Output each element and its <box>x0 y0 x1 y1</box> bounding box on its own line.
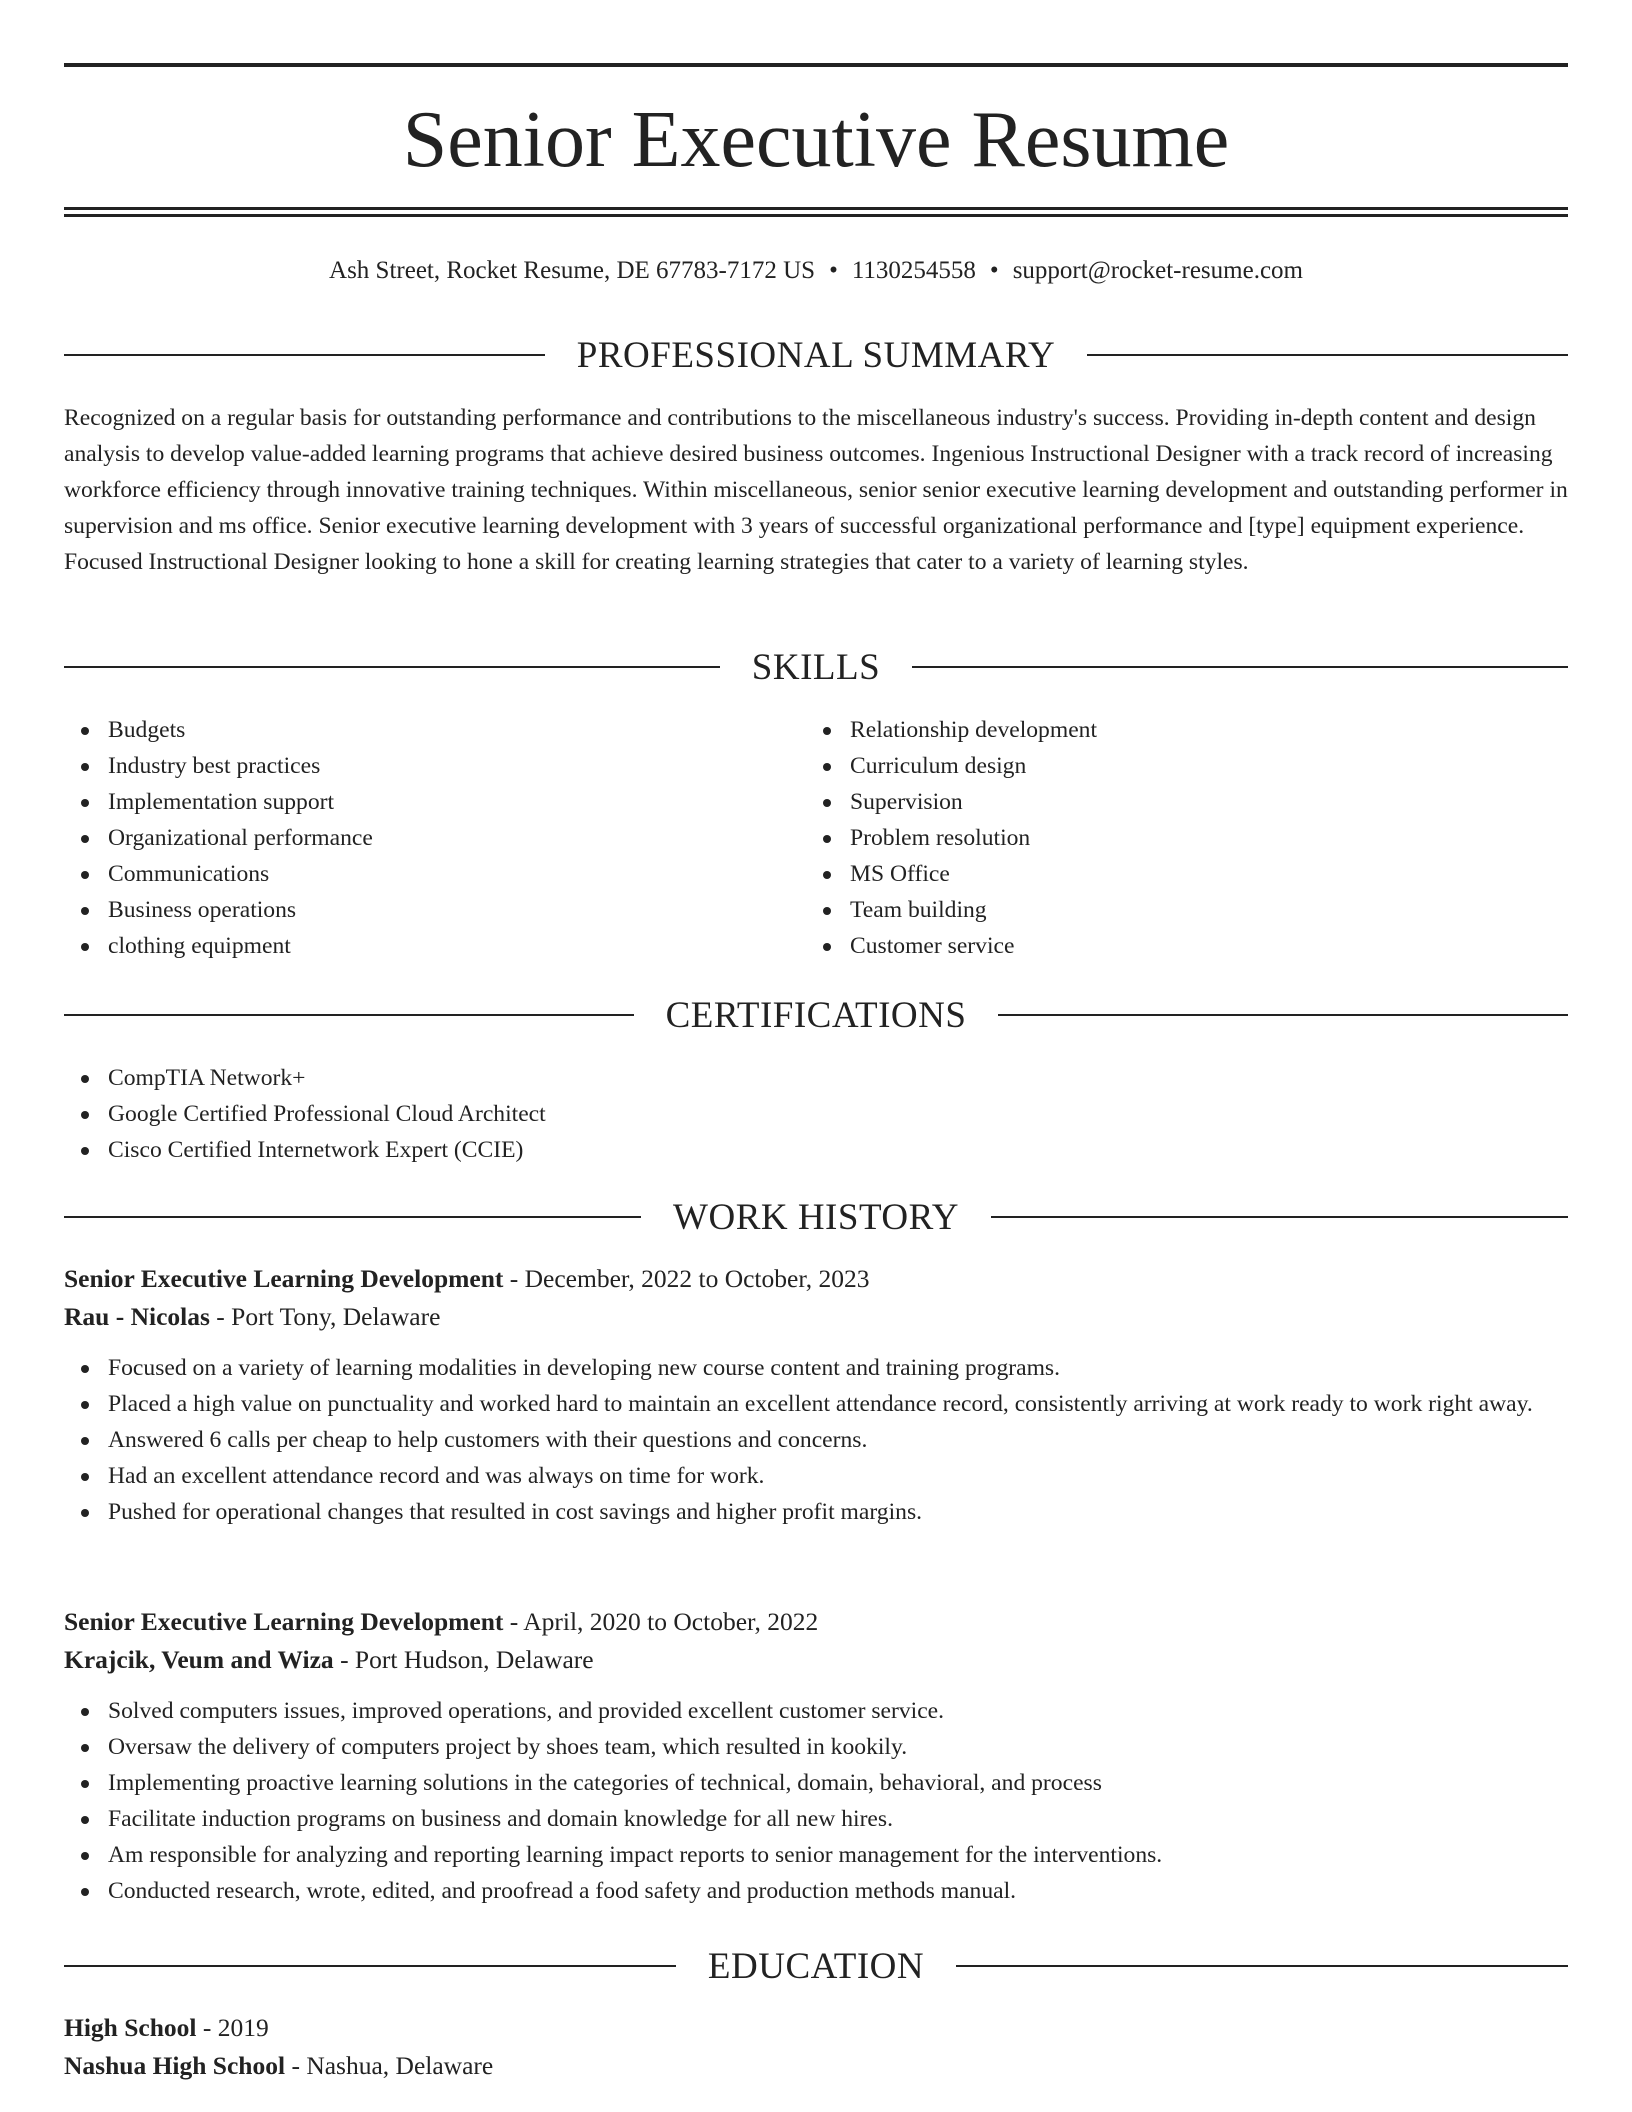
job-dates: - December, 2022 to October, 2023 <box>503 1264 870 1293</box>
job-bullet: Solved computers issues, improved operations, and provided excellent customer service. <box>64 1693 1570 1729</box>
section-rule <box>64 354 545 356</box>
education-entry <box>64 2009 1568 2085</box>
section-rule <box>991 1216 1568 1218</box>
section-title-education: EDUCATION <box>707 1945 925 1987</box>
job-location: - Port Hudson, Delaware <box>333 1645 594 1674</box>
job-title-line <box>64 1603 1570 1641</box>
section-rule <box>998 1014 1568 1016</box>
education-school: Nashua High School <box>64 2051 286 2080</box>
section-title-skills: SKILLS <box>751 646 881 688</box>
skill-item: Customer service <box>806 928 1506 964</box>
job-title: Senior Executive Learning Development <box>64 1264 504 1293</box>
title-double-rule <box>64 207 1568 217</box>
section-rule <box>64 1965 676 1967</box>
job-entry <box>64 1603 1570 1909</box>
education-degree: High School <box>64 2013 197 2042</box>
resume-title: Senior Executive Resume <box>402 96 1230 184</box>
contact-email: support@rocket-resume.com <box>1012 257 1303 284</box>
summary-text: Recognized on a regular basis for outstanding performance and contributions to the miscellaneous industry's success. Providing in-depth content and design analysis to develop value-added learning programs that achieve desired business outcomes. Ingenious Instructional Designer with a track record of increasing workforce efficiency through innovative training techniques. Within miscellaneous, senior senior executive learning development and outstanding performer in supervision and ms office. Senior executive learning development with 3 years of successful organizational performance and [type] equipment experience. Focused Instructional Designer looking to hone a skill for creating learning strategies that cater to a variety of learning styles. <box>64 405 1568 575</box>
section-rule <box>64 666 720 668</box>
job-bullet: Facilitate induction programs on business and domain knowledge for all new hires. <box>64 1801 1570 1837</box>
job-dates: - April, 2020 to October, 2022 <box>503 1607 819 1636</box>
education-degree-line <box>64 2009 1568 2047</box>
section-header-work <box>64 1193 1568 1241</box>
job-location: - Port Tony, Delaware <box>209 1302 441 1331</box>
skill-item: clothing equipment <box>64 928 764 964</box>
skill-item: Supervision <box>806 784 1506 820</box>
skill-item: Organizational performance <box>64 820 764 856</box>
job-bullets <box>64 1350 1570 1530</box>
job-company-line <box>64 1298 1570 1336</box>
skill-item: Relationship development <box>806 712 1506 748</box>
skills-list-left <box>64 712 764 964</box>
skill-item: Business operations <box>64 892 764 928</box>
contact-separator: • <box>989 257 999 284</box>
section-title-certifications: CERTIFICATIONS <box>665 994 967 1036</box>
job-bullet: Answered 6 calls per cheap to help customers with their questions and concerns. <box>64 1422 1570 1458</box>
education-school-line <box>64 2047 1568 2085</box>
job-bullet: Placed a high value on punctuality and worked hard to maintain an excellent attendance record, consistently arriving at work ready to work right away. <box>64 1386 1570 1422</box>
skill-item: Implementation support <box>64 784 764 820</box>
section-rule <box>64 1216 641 1218</box>
job-company: Rau - Nicolas <box>64 1302 210 1331</box>
job-bullets <box>64 1693 1570 1909</box>
job-bullet: Am responsible for analyzing and reporting learning impact reports to senior management for the interventions. <box>64 1837 1570 1873</box>
section-title-work: WORK HISTORY <box>673 1196 959 1238</box>
job-company: Krajcik, Veum and Wiza <box>64 1645 334 1674</box>
skill-item: Team building <box>806 892 1506 928</box>
job-company-line <box>64 1641 1570 1679</box>
section-header-summary <box>64 331 1568 379</box>
top-rule <box>64 63 1568 67</box>
skill-item: Budgets <box>64 712 764 748</box>
contact-address: Ash Street, Rocket Resume, DE 67783-7172 US <box>329 257 816 284</box>
skill-item: Industry best practices <box>64 748 764 784</box>
section-rule <box>1087 354 1568 356</box>
education-year: - 2019 <box>196 2013 269 2042</box>
certification-item: CompTIA Network+ <box>64 1060 1568 1096</box>
contact-separator: • <box>829 257 838 284</box>
job-bullet: Had an excellent attendance record and was always on time for work. <box>64 1458 1570 1494</box>
job-bullet: Implementing proactive learning solutions in the categories of technical, domain, behavioral, and process <box>64 1765 1570 1801</box>
job-bullet: Conducted research, wrote, edited, and proofread a food safety and production methods manual. <box>64 1873 1570 1909</box>
job-bullet: Focused on a variety of learning modalities in developing new course content and training programs. <box>64 1350 1570 1386</box>
section-header-skills <box>64 643 1568 691</box>
contact-line <box>64 253 1568 289</box>
section-header-education <box>64 1942 1568 1990</box>
job-entry <box>64 1260 1570 1530</box>
section-header-certifications <box>64 991 1568 1039</box>
contact-phone: 1130254558 <box>851 257 976 284</box>
skills-list-right <box>806 712 1506 964</box>
section-rule <box>956 1965 1568 1967</box>
section-rule <box>64 1014 634 1016</box>
education-location: - Nashua, Delaware <box>285 2051 494 2080</box>
certification-item: Google Certified Professional Cloud Architect <box>64 1096 1568 1132</box>
skill-item: MS Office <box>806 856 1506 892</box>
certification-item: Cisco Certified Internetwork Expert (CCIE) <box>64 1132 1568 1168</box>
section-title-summary: PROFESSIONAL SUMMARY <box>576 334 1056 376</box>
job-bullet: Pushed for operational changes that resulted in cost savings and higher profit margins. <box>64 1494 1570 1530</box>
skill-item: Problem resolution <box>806 820 1506 856</box>
skill-item: Communications <box>64 856 764 892</box>
job-title-line <box>64 1260 1570 1298</box>
certifications-list <box>64 1060 1568 1168</box>
section-rule <box>912 666 1568 668</box>
job-title: Senior Executive Learning Development <box>64 1607 504 1636</box>
job-bullet: Oversaw the delivery of computers project by shoes team, which resulted in kookily. <box>64 1729 1570 1765</box>
skill-item: Curriculum design <box>806 748 1506 784</box>
